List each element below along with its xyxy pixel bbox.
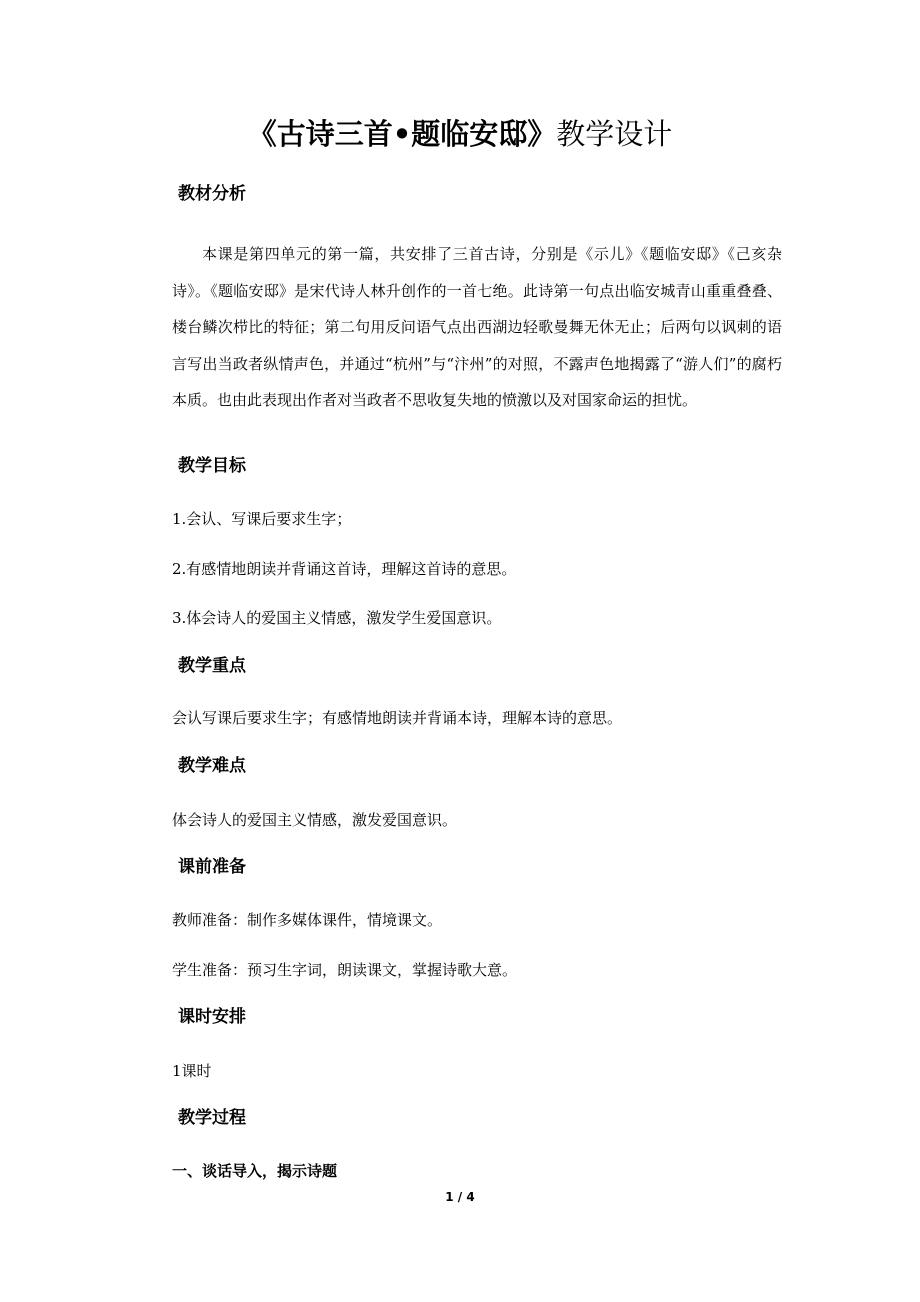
process-step-1: 一、谈话导入，揭示诗题 <box>172 1162 338 1180</box>
page-number: 1 / 4 <box>445 1190 475 1204</box>
heading-process: 教学过程 <box>178 1108 246 1128</box>
difficulties-text: 体会诗人的爱国主义情感，激发爱国意识。 <box>172 811 458 829</box>
heading-analysis: 教材分析 <box>178 184 246 204</box>
document-title-rest: 教学设计 <box>556 117 673 151</box>
preparation-teacher: 教师准备：制作多媒体课件，情境课文。 <box>172 911 443 929</box>
preparation-student: 学生准备：预习生字词，朗读课文，掌握诗歌大意。 <box>172 961 518 979</box>
analysis-paragraph: 本课是第四单元的第一篇，共安排了三首古诗，分别是《示儿》《题临安邸》《己亥杂诗》。《题临安邸》是宋代诗人林升创作的一首七绝。此诗第一句点出临安城青山重重叠叠、楼台鳞次栉比的特征；第二句用反问语气点出西湖边轻歌曼舞无休无止；后两句以讽刺的语言写出当政者纵情声色，并通过“杭州”与“汴州”的对照，不露声色地揭露了“游人们”的腐朽本质。也由此表现出作者对当政者不思收复失地的愤激以及对国家命运的担忧。 <box>172 245 782 410</box>
goal-item-1: 1.会认、写课后要求生字； <box>172 510 352 528</box>
heading-schedule: 课时安排 <box>178 1007 246 1027</box>
heading-goals: 教学目标 <box>178 456 246 476</box>
heading-difficulties: 教学难点 <box>178 756 246 776</box>
schedule-text: 1课时 <box>172 1062 212 1080</box>
key-points-text: 会认写课后要求生字；有感情地朗读并背诵本诗，理解本诗的意思。 <box>172 709 623 727</box>
goal-item-2: 2.有感情地朗读并背诵这首诗，理解这首诗的意思。 <box>172 560 517 578</box>
goal-item-3: 3.体会诗人的爱国主义情感，激发学生爱国意识。 <box>172 609 502 627</box>
heading-preparation: 课前准备 <box>178 857 246 877</box>
heading-key-points: 教学重点 <box>178 656 246 676</box>
document-title-bold: 《古诗三首•题临安邸》 <box>247 117 557 151</box>
document-title <box>0 112 920 156</box>
